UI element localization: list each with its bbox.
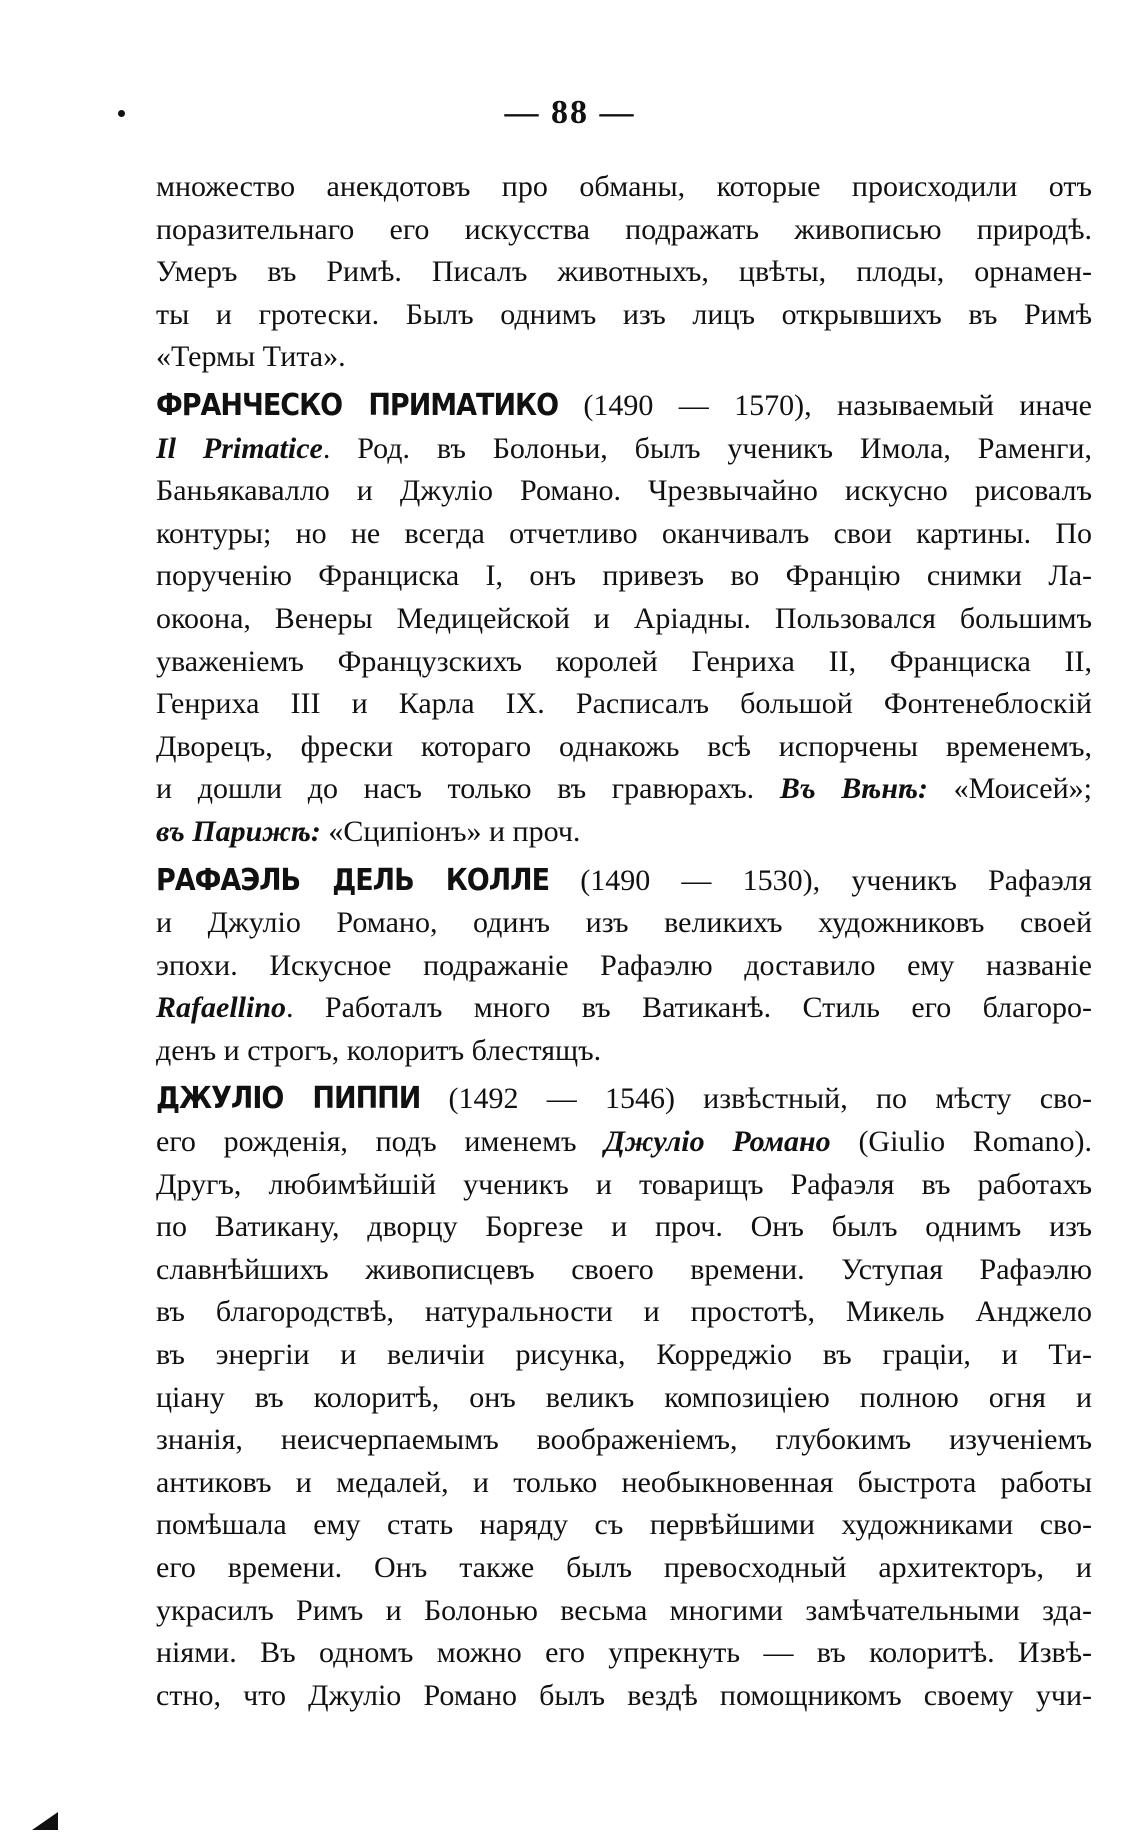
text-line: украсилъ Римъ и Болонью весьма многими замѣчательными зда-: [156, 1593, 1092, 1627]
text-line: множество анекдотовъ про обманы, которые происходили отъ: [156, 170, 1092, 203]
text-line: славнѣйшихъ живописцевъ своего времени. Уступая Рафаэлю: [156, 1252, 1092, 1286]
corner-ink-mark: [32, 1812, 58, 1830]
text-line: помѣшала ему стать наряду съ первѣйшими художниками сво-: [156, 1508, 1092, 1542]
entry-heading-line: РАФАЭЛЬ ДЕЛЬ КОЛЛЕ (1490 — 1530), ученикъ Рафаэля: [156, 862, 1092, 898]
text-line: контуры; но не всегда отчетливо оканчивалъ свои картины. По: [156, 516, 1092, 550]
text-line: порученію Франциска I, онъ привезъ во Францію снимки Ла-: [156, 559, 1092, 593]
text-line: въ благородствѣ, натуральности и простотѣ, Микель Анджело: [156, 1295, 1092, 1329]
italic-place: въ Парижѣ:: [156, 814, 321, 848]
text-line: поразительнаго его искусства подражать живописью природѣ.: [156, 212, 1092, 246]
text-line: Rafaellino. Работалъ много въ Ватиканѣ. Стиль его благоро-: [156, 991, 1092, 1025]
text-line: Генриха III и Карла IX. Расписалъ большой Фонтенеблоскій: [156, 687, 1092, 721]
entry-name-raffaellino: РАФАЭЛЬ ДЕЛЬ КОЛЛЕ: [156, 862, 550, 898]
text-line: Другъ, любимѣйшій ученикъ и товарищъ Рафаэля въ работахъ: [156, 1167, 1092, 1201]
italic-name: Джуліо Романо: [604, 1125, 831, 1159]
text-line: ты и гротески. Былъ однимъ изъ лицъ открывшихъ въ Римѣ: [156, 297, 1092, 331]
body-text: [156, 166, 1092, 1717]
text-line: окоона, Венеры Медицейской и Аріадны. Пользовался большимъ: [156, 601, 1092, 635]
text-line: по Ватикану, дворцу Боргезе и проч. Онъ былъ однимъ изъ: [156, 1210, 1092, 1244]
text-line: ніями. Въ одномъ можно его упрекнуть — въ колоритѣ. Извѣ-: [156, 1636, 1092, 1670]
entry-name-pippi: ДЖУЛІО ПИППИ: [156, 1081, 421, 1117]
text-line: Il Primatice. Род. въ Болоньи, былъ ученикъ Имола, Раменги,: [156, 431, 1092, 465]
text-line: въ энергіи и величіи рисунка, Корреджіо въ граціи, и Ти-: [156, 1338, 1092, 1372]
italic-place: Въ Вѣнѣ:: [779, 772, 928, 806]
text-line: и дошли до насъ только въ гравюрахъ. Въ Вѣнѣ: «Моисей»;: [156, 772, 1092, 806]
text-line: «Термы Тита».: [156, 340, 346, 374]
text-line: антиковъ и медалей, и только необыкновенная быстрота работы: [156, 1465, 1092, 1499]
text-line: знанія, неисчерпаемымъ воображеніемъ, глубокимъ изученіемъ: [156, 1423, 1092, 1457]
text-line: его времени. Онъ также былъ превосходный архитекторъ, и: [156, 1551, 1092, 1584]
text-line: уваженіемъ Французскихъ королей Генриха II, Франциска II,: [156, 644, 1092, 678]
italic-term: Rafaellino: [156, 991, 287, 1025]
page-number: — 88 —: [504, 94, 636, 131]
text-line: Умеръ въ Римѣ. Писалъ животныхъ, цвѣты, плоды, орнамен-: [156, 255, 1092, 289]
entry-heading-line: ФРАНЧЕСКО ПРИМАТИКО (1490 — 1570), называемый иначе: [156, 387, 1092, 423]
italic-term: Il Primatice: [156, 431, 323, 465]
entry-name-primaticcio: ФРАНЧЕСКО ПРИМАТИКО: [156, 387, 559, 423]
text-line: ціану въ колоритѣ, онъ великъ композиціею полною огня и: [156, 1380, 1092, 1414]
text-line: Дворецъ, фрески котораго однакожь всѣ испорчены временемъ,: [156, 729, 1092, 763]
text-line: и Джуліо Романо, одинъ изъ великихъ художниковъ своей: [156, 906, 1092, 940]
text-line: стно, что Джуліо Романо былъ вездѣ помощникомъ своему учи-: [156, 1678, 1092, 1712]
text-line: Баньякавалло и Джуліо Романо. Чрезвычайно искусно рисовалъ: [156, 474, 1092, 508]
text-line: въ Парижѣ: «Сципіонъ» и проч.: [156, 814, 581, 848]
text-line: его рожденія, подъ именемъ Джуліо Романо (Giulio Romano).: [156, 1125, 1092, 1159]
entry-heading-line: ДЖУЛІО ПИППИ (1492 — 1546) извѣстный, по мѣсту сво-: [156, 1081, 1092, 1117]
text-line: эпохи. Искусное подражаніе Рафаэлю доставило ему названіе: [156, 948, 1092, 982]
text-line: денъ и строгъ, колоритъ блестящъ.: [156, 1033, 602, 1067]
